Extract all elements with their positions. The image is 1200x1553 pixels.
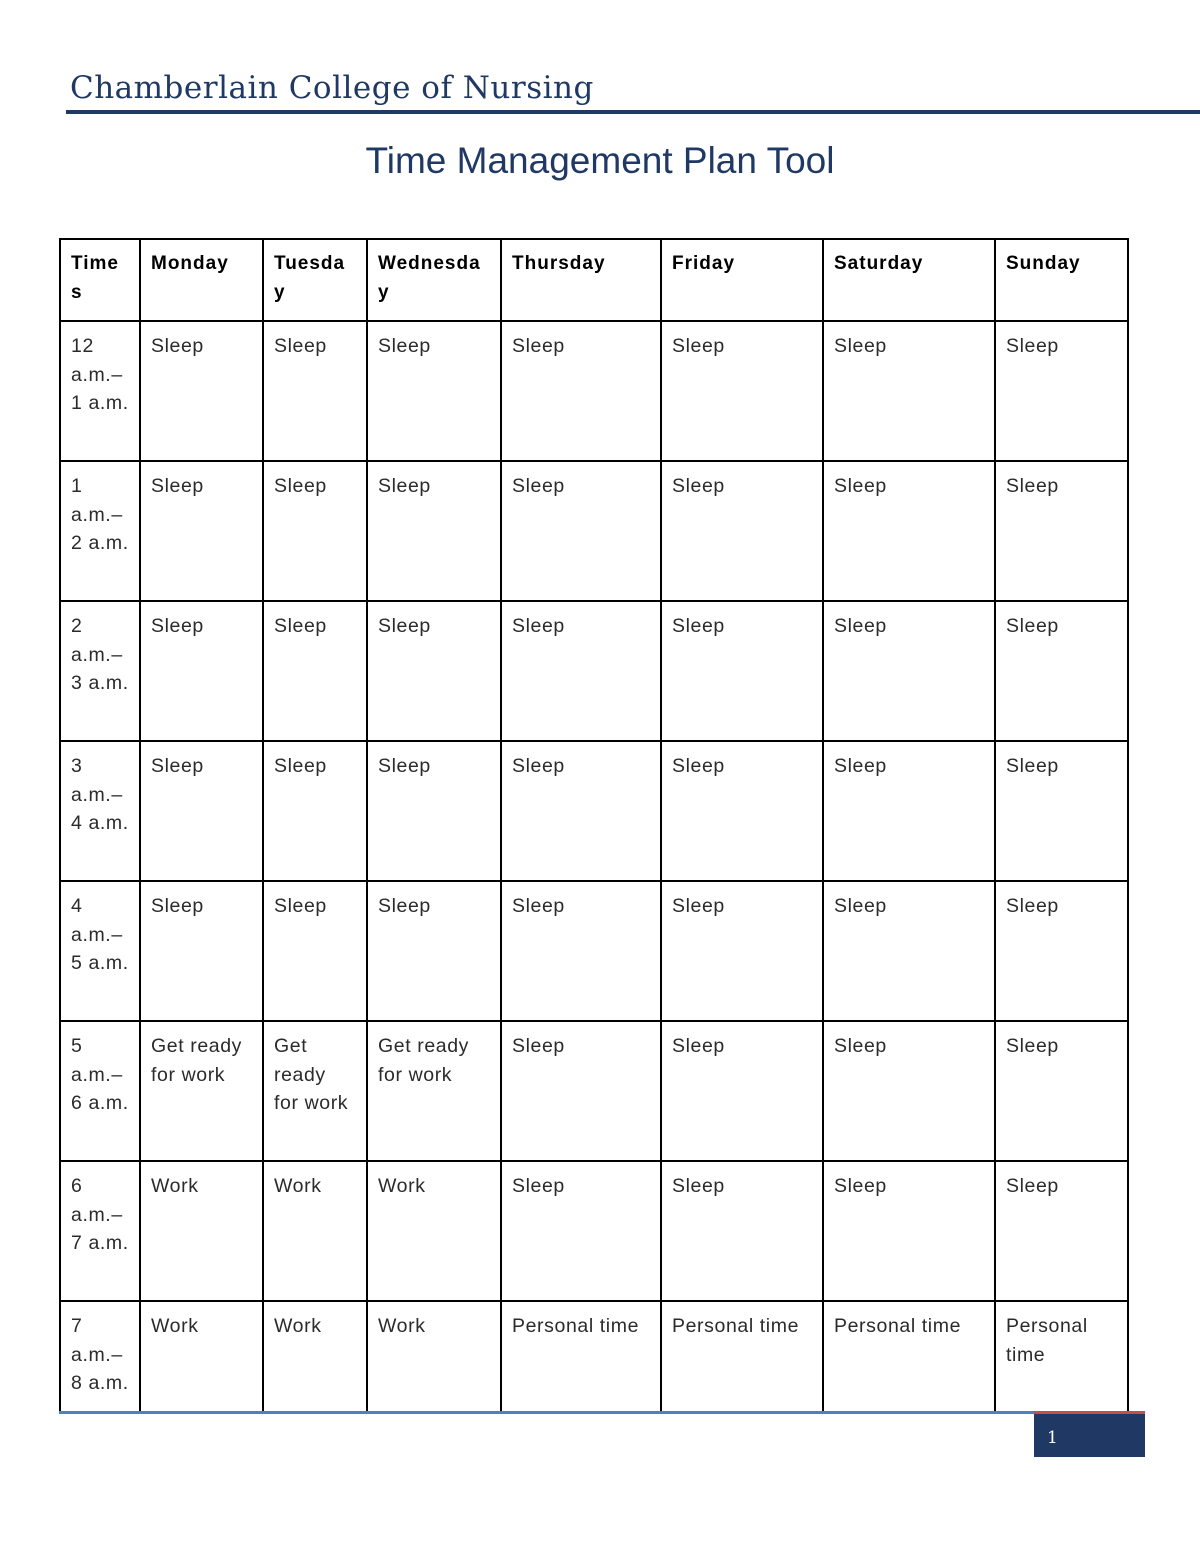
activity-cell: Personal time: [501, 1301, 661, 1413]
activity-cell: Sleep: [823, 601, 995, 741]
activity-cell: Sleep: [661, 321, 823, 461]
activity-cell: Sleep: [501, 461, 661, 601]
activity-cell: Sleep: [367, 461, 501, 601]
activity-cell: Sleep: [140, 601, 263, 741]
table-row: [60, 1161, 1128, 1301]
time-slot-cell: 7 a.m.– 8 a.m.: [60, 1301, 140, 1413]
time-management-table: [59, 238, 1129, 1414]
time-slot-cell: 4 a.m.– 5 a.m.: [60, 881, 140, 1021]
table-row: [60, 1301, 1128, 1413]
time-slot-cell: 6 a.m.– 7 a.m.: [60, 1161, 140, 1301]
activity-cell: Sleep: [995, 1161, 1128, 1301]
activity-cell: Personal time: [661, 1301, 823, 1413]
column-header-friday: Friday: [661, 239, 823, 321]
activity-cell: Sleep: [367, 321, 501, 461]
page-number: 1: [1034, 1414, 1145, 1457]
time-slot-cell: 5 a.m.– 6 a.m.: [60, 1021, 140, 1161]
activity-cell: Sleep: [823, 741, 995, 881]
activity-cell: Sleep: [263, 461, 367, 601]
activity-cell: Sleep: [140, 461, 263, 601]
activity-cell: Sleep: [995, 741, 1128, 881]
activity-cell: Sleep: [995, 1021, 1128, 1161]
activity-cell: Sleep: [995, 601, 1128, 741]
activity-cell: Sleep: [823, 321, 995, 461]
activity-cell: Sleep: [263, 601, 367, 741]
activity-cell: Sleep: [823, 881, 995, 1021]
table-row: [60, 321, 1128, 461]
table-row: [60, 741, 1128, 881]
activity-cell: Work: [367, 1161, 501, 1301]
table-row: [60, 881, 1128, 1021]
table-row: [60, 1021, 1128, 1161]
activity-cell: Sleep: [367, 741, 501, 881]
table-body: [60, 321, 1128, 1413]
activity-cell: Get ready for work: [263, 1021, 367, 1161]
activity-cell: Sleep: [501, 741, 661, 881]
activity-cell: Sleep: [661, 741, 823, 881]
activity-cell: Sleep: [140, 881, 263, 1021]
activity-cell: Work: [263, 1161, 367, 1301]
activity-cell: Sleep: [263, 881, 367, 1021]
column-header-monday: Monday: [140, 239, 263, 321]
footer-divider: [59, 1411, 1145, 1414]
time-slot-cell: 1 a.m.– 2 a.m.: [60, 461, 140, 601]
activity-cell: Sleep: [140, 741, 263, 881]
activity-cell: Sleep: [501, 321, 661, 461]
document-title: Time Management Plan Tool: [365, 140, 835, 181]
column-header-thursday: Thursday: [501, 239, 661, 321]
institution-name: Chamberlain College of Nursing: [70, 70, 594, 106]
activity-cell: Work: [140, 1161, 263, 1301]
activity-cell: Work: [263, 1301, 367, 1413]
activity-cell: Sleep: [501, 881, 661, 1021]
activity-cell: Get ready for work: [140, 1021, 263, 1161]
activity-cell: Sleep: [661, 1161, 823, 1301]
activity-cell: Sleep: [140, 321, 263, 461]
header-divider: [66, 110, 1200, 114]
time-slot-cell: 2 a.m.– 3 a.m.: [60, 601, 140, 741]
activity-cell: Sleep: [661, 601, 823, 741]
table-header-row: [60, 239, 1128, 321]
activity-cell: Work: [367, 1301, 501, 1413]
time-slot-cell: 12 a.m.– 1 a.m.: [60, 321, 140, 461]
activity-cell: Sleep: [501, 601, 661, 741]
activity-cell: Sleep: [661, 461, 823, 601]
activity-cell: Sleep: [367, 601, 501, 741]
table-row: [60, 461, 1128, 601]
activity-cell: Sleep: [823, 461, 995, 601]
column-header-tuesday: Tuesda y: [263, 239, 367, 321]
activity-cell: Sleep: [995, 461, 1128, 601]
activity-cell: Sleep: [501, 1021, 661, 1161]
activity-cell: Work: [140, 1301, 263, 1413]
activity-cell: Sleep: [263, 321, 367, 461]
activity-cell: Sleep: [995, 321, 1128, 461]
activity-cell: Sleep: [995, 881, 1128, 1021]
column-header-sunday: Sunday: [995, 239, 1128, 321]
column-header-times: Time s: [60, 239, 140, 321]
activity-cell: Personal time: [823, 1301, 995, 1413]
column-header-wednesday: Wednesda y: [367, 239, 501, 321]
activity-cell: Sleep: [661, 881, 823, 1021]
time-slot-cell: 3 a.m.– 4 a.m.: [60, 741, 140, 881]
activity-cell: Personal time: [995, 1301, 1128, 1413]
activity-cell: Sleep: [823, 1161, 995, 1301]
activity-cell: Sleep: [263, 741, 367, 881]
table-row: [60, 601, 1128, 741]
column-header-saturday: Saturday: [823, 239, 995, 321]
activity-cell: Sleep: [367, 881, 501, 1021]
activity-cell: Get ready for work: [367, 1021, 501, 1161]
activity-cell: Sleep: [823, 1021, 995, 1161]
activity-cell: Sleep: [501, 1161, 661, 1301]
activity-cell: Sleep: [661, 1021, 823, 1161]
